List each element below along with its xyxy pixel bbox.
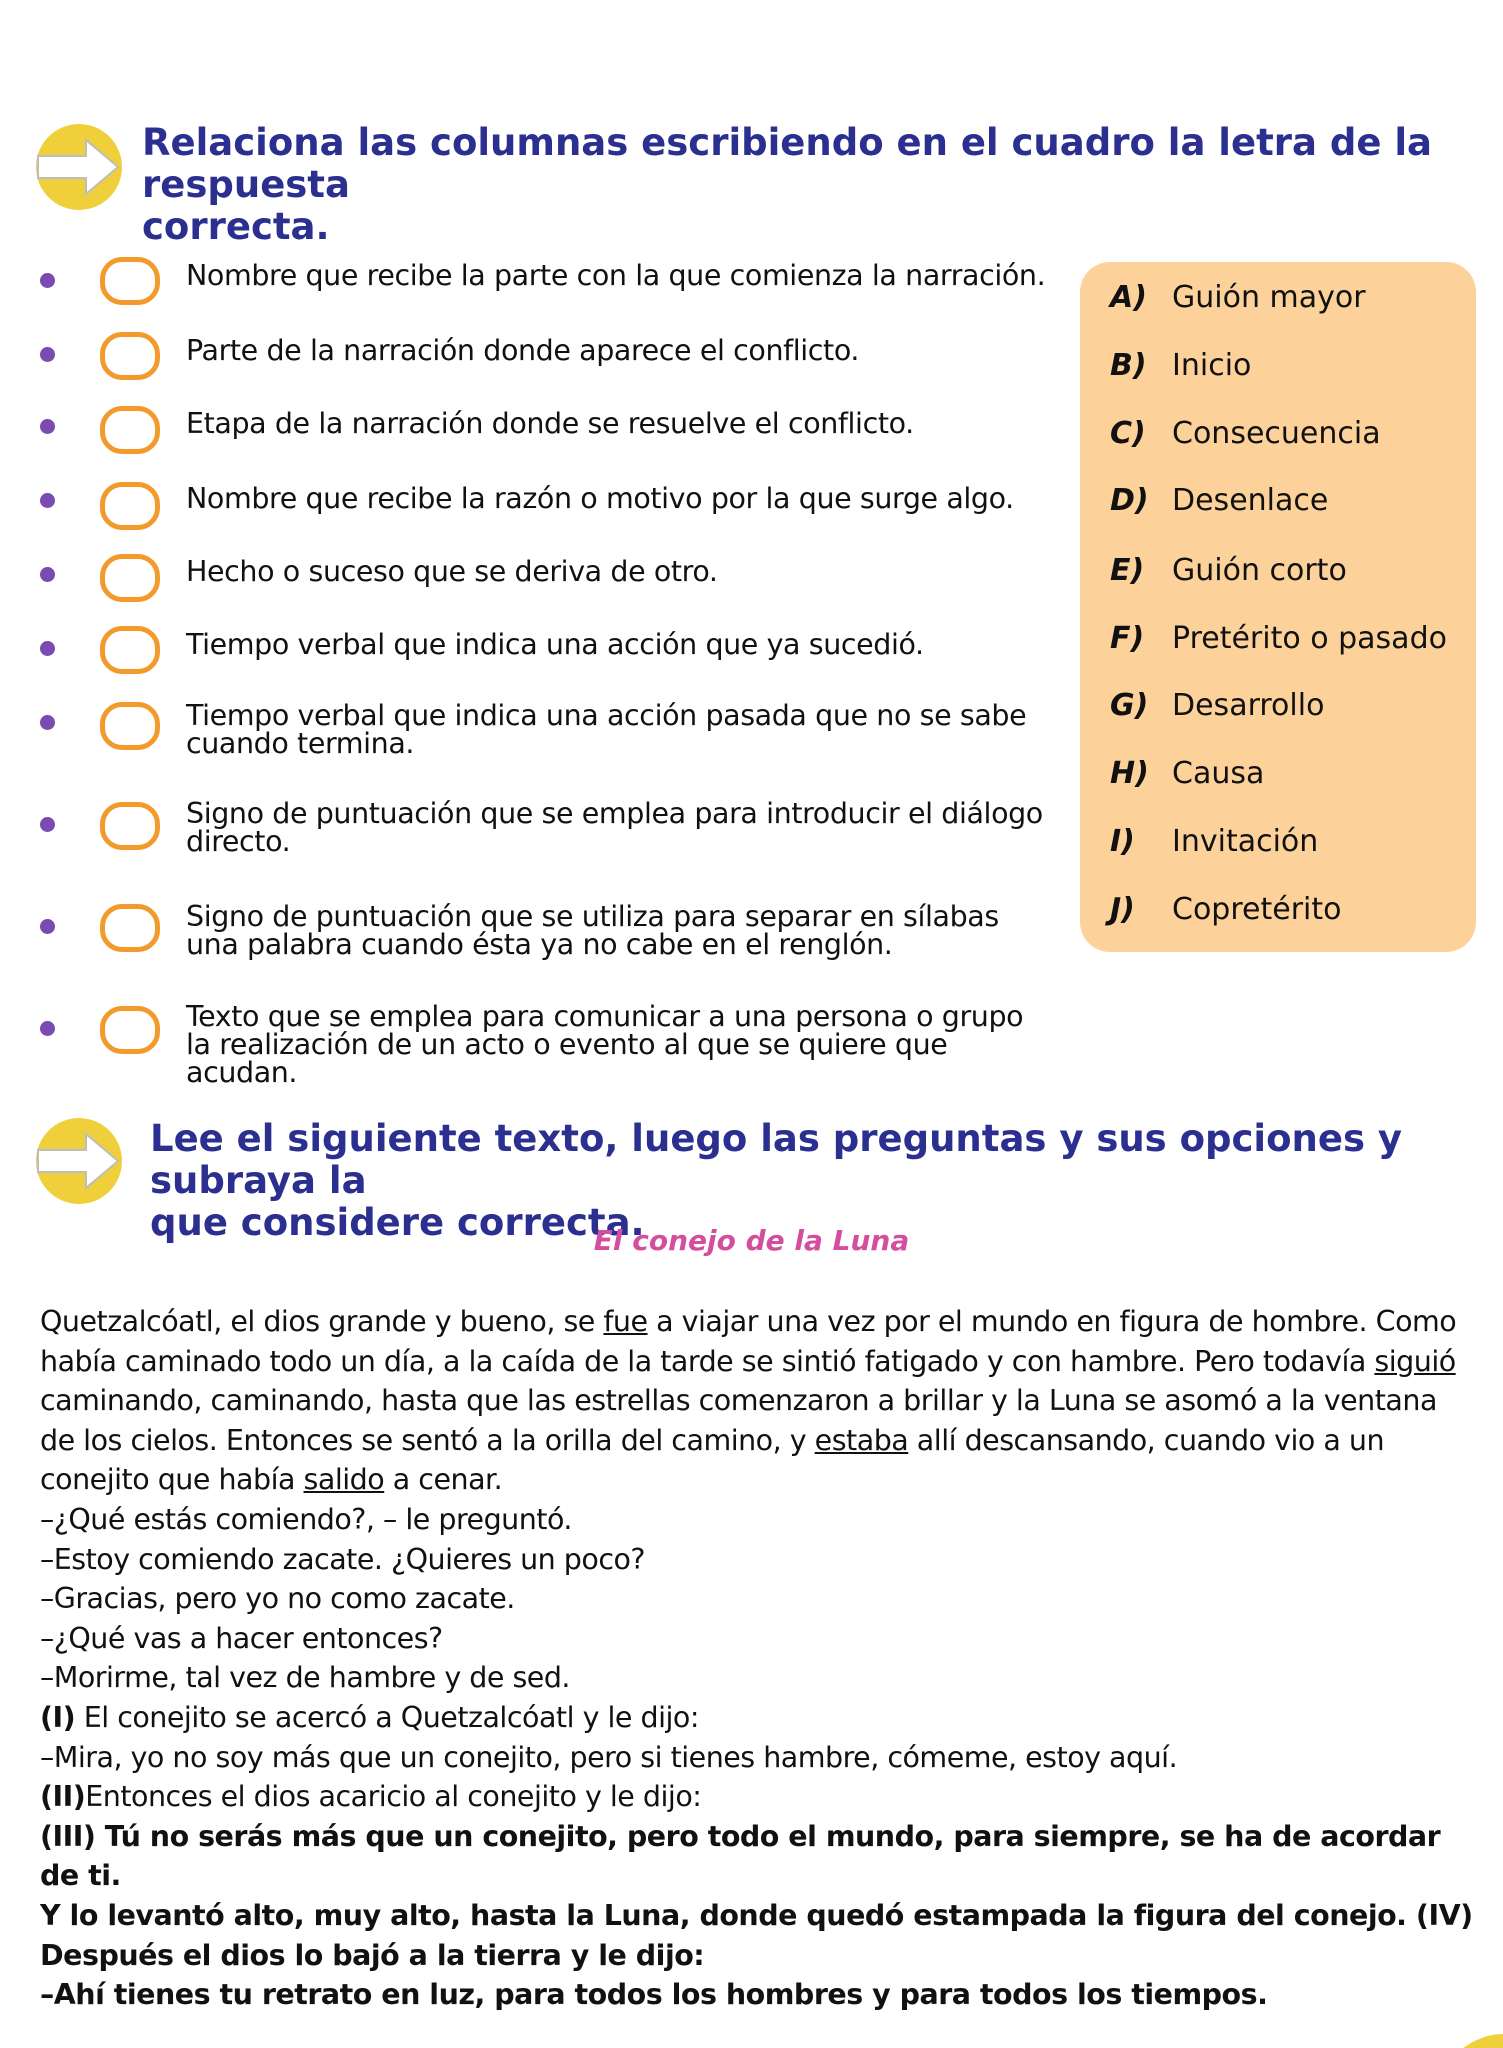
option-letter: C) — [1110, 416, 1146, 451]
underlined-verb: siguió — [1374, 1344, 1456, 1378]
option-item — [1110, 416, 1381, 451]
option-letter: A) — [1110, 280, 1147, 315]
story-line — [40, 1698, 1480, 1738]
question-text — [186, 259, 1046, 292]
text-run: a cenar. — [384, 1463, 503, 1497]
option-item — [1110, 553, 1347, 588]
option-text: Guión corto — [1172, 553, 1347, 588]
bullet-icon — [40, 493, 55, 508]
corner-decoration — [1463, 2034, 1503, 2048]
answer-box[interactable] — [100, 482, 160, 530]
dialogue-line: –Estoy comiendo zacate. ¿Quieres un poco? — [40, 1542, 646, 1576]
question-text — [186, 334, 1046, 367]
option-item — [1110, 824, 1318, 859]
option-text: Pretérito o pasado — [1172, 621, 1447, 656]
answer-box[interactable] — [100, 802, 160, 850]
option-letter: G) — [1110, 688, 1149, 723]
question-line: Nombre que recibe la razón o motivo por la que surge algo. — [186, 482, 1014, 515]
answer-box[interactable] — [100, 626, 160, 674]
bullet-icon — [40, 419, 55, 434]
question-text — [186, 900, 1046, 961]
question-line: Etapa de la narración donde se resuelve el conflicto. — [186, 407, 914, 440]
option-item — [1110, 280, 1366, 315]
arrow-icon — [34, 122, 124, 212]
roman-marker: (II) — [40, 1780, 86, 1814]
dialogue-line: –Morirme, tal vez de hambre y de sed. — [40, 1661, 570, 1695]
option-text: Inicio — [1172, 348, 1252, 383]
story-text — [40, 1302, 1480, 2015]
story-line-bold: (III) Tú no serás más que un conejito, pero todo el mundo, para siempre, se ha de acordar de ti. — [40, 1819, 1441, 1893]
question-line: Signo de puntuación que se emplea para introducir el diálogo — [186, 797, 1043, 830]
option-letter: J) — [1110, 892, 1135, 927]
bullet-icon — [40, 641, 55, 656]
question-line: Tiempo verbal que indica una acción pasada que no se sabe — [186, 699, 1027, 732]
option-letter: H) — [1110, 756, 1149, 791]
answer-box[interactable] — [100, 554, 160, 602]
dialogue-line: –Gracias, pero yo no como zacate. — [40, 1582, 515, 1616]
option-item — [1110, 756, 1264, 791]
question-text — [186, 407, 1046, 440]
question-line: la realización de un acto o evento al que se quiere que acudan. — [186, 1028, 948, 1089]
question-line: Signo de puntuación que se utiliza para separar en sílabas — [186, 900, 999, 933]
instruction-line: que considere correcta. — [150, 1201, 645, 1244]
story-line-bold: –Ahí tienes tu retrato en luz, para todos los hombres y para todos los tiempos. — [40, 1978, 1268, 2012]
option-text: Desenlace — [1172, 483, 1329, 518]
question-line: cuando termina. — [186, 727, 415, 760]
instruction-line: Relaciona las columnas escribiendo en el cuadro la letra de la respuesta — [142, 121, 1432, 206]
answer-box[interactable] — [100, 257, 160, 305]
story-title: El conejo de la Luna — [593, 1224, 910, 1257]
instruction-heading — [142, 122, 1482, 248]
instruction-line: correcta. — [142, 205, 330, 248]
answer-box[interactable] — [100, 406, 160, 454]
text-run: a viajar una vez por el mundo en figura de hombre. Como había caminado todo un día, a la caída de la tarde se sintió fatigado y con hambre. Pero todavía — [40, 1305, 1457, 1378]
bullet-icon — [40, 567, 55, 582]
option-item — [1110, 621, 1447, 656]
option-text: Copretérito — [1172, 892, 1342, 927]
question-line: Texto que se emplea para comunicar a una persona o grupo — [186, 1000, 1024, 1033]
question-text — [186, 628, 1046, 661]
answer-box[interactable] — [100, 702, 160, 750]
question-line: Tiempo verbal que indica una acción que ya sucedió. — [186, 628, 924, 661]
story-line-bold: Después el dios lo bajó a la tierra y le dijo: — [40, 1938, 705, 1972]
answer-box[interactable] — [100, 1006, 160, 1054]
question-text — [186, 482, 1046, 515]
question-line: Parte de la narración donde aparece el conflicto. — [186, 334, 860, 367]
option-item — [1110, 892, 1341, 927]
options-panel — [1080, 262, 1476, 952]
underlined-verb: salido — [303, 1463, 385, 1497]
underlined-verb: fue — [603, 1305, 648, 1338]
option-text: Guión mayor — [1172, 280, 1366, 315]
option-text: Desarrollo — [1172, 688, 1325, 723]
question-line: una palabra cuando ésta ya no cabe en el renglón. — [186, 928, 893, 961]
dialogue-line: –¿Qué vas a hacer entonces? — [40, 1621, 443, 1655]
story-line: –Mira, yo no soy más que un conejito, pero si tienes hambre, cómeme, estoy aquí. — [40, 1740, 1178, 1774]
option-item — [1110, 688, 1324, 723]
option-letter: D) — [1110, 483, 1149, 518]
text-run: caminando, caminando, hasta que las estrellas comenzaron a brillar y la Luna se asomó a la ventana de los cielos. Entonces se sentó a la orilla del camino, y — [40, 1384, 1437, 1457]
roman-marker: (I) — [40, 1700, 76, 1734]
answer-box[interactable] — [100, 904, 160, 952]
dialogue-line: –¿Qué estás comiendo?, – le preguntó. — [40, 1502, 572, 1536]
text-run: Quetzalcóatl, el dios grande y bueno, se — [40, 1305, 604, 1338]
option-letter: F) — [1110, 621, 1145, 656]
underlined-verb: estaba — [814, 1423, 909, 1457]
option-text: Consecuencia — [1172, 416, 1381, 451]
bullet-icon — [40, 817, 55, 832]
option-letter: B) — [1110, 348, 1147, 383]
arrow-icon — [34, 1116, 124, 1206]
question-text — [186, 555, 1046, 588]
answer-box[interactable] — [100, 332, 160, 380]
story-line — [40, 1777, 1480, 1817]
question-text — [186, 1000, 1046, 1089]
story-line-bold: Y lo levantó alto, muy alto, hasta la Luna, donde quedó estampada la figura del conejo. (IV) — [40, 1898, 1473, 1932]
option-text: Invitación — [1172, 824, 1319, 859]
option-letter: I) — [1110, 824, 1135, 859]
bullet-icon — [40, 273, 55, 288]
question-text — [186, 699, 1046, 760]
text-run: El conejito se acercó a Quetzalcóatl y le dijo: — [75, 1700, 699, 1734]
question-line: directo. — [186, 825, 291, 858]
question-line: Nombre que recibe la parte con la que comienza la narración. — [186, 259, 1046, 292]
option-letter: E) — [1110, 553, 1145, 588]
bullet-icon — [40, 919, 55, 934]
bullet-icon — [40, 715, 55, 730]
story-paragraph — [40, 1302, 1480, 1500]
question-text — [186, 797, 1046, 858]
text-run: Entonces el dios acaricio al conejito y le dijo: — [85, 1780, 702, 1814]
instruction-line: Lee el siguiente texto, luego las preguntas y sus opciones y subraya la — [150, 1117, 1402, 1202]
text-run: allí descansando, cuando vio a un conejito que había — [40, 1423, 1385, 1497]
bullet-icon — [40, 1021, 55, 1036]
question-line: Hecho o suceso que se deriva de otro. — [186, 555, 718, 588]
option-item — [1110, 348, 1251, 383]
option-text: Causa — [1172, 756, 1265, 791]
bullet-icon — [40, 347, 55, 362]
option-item — [1110, 483, 1328, 518]
